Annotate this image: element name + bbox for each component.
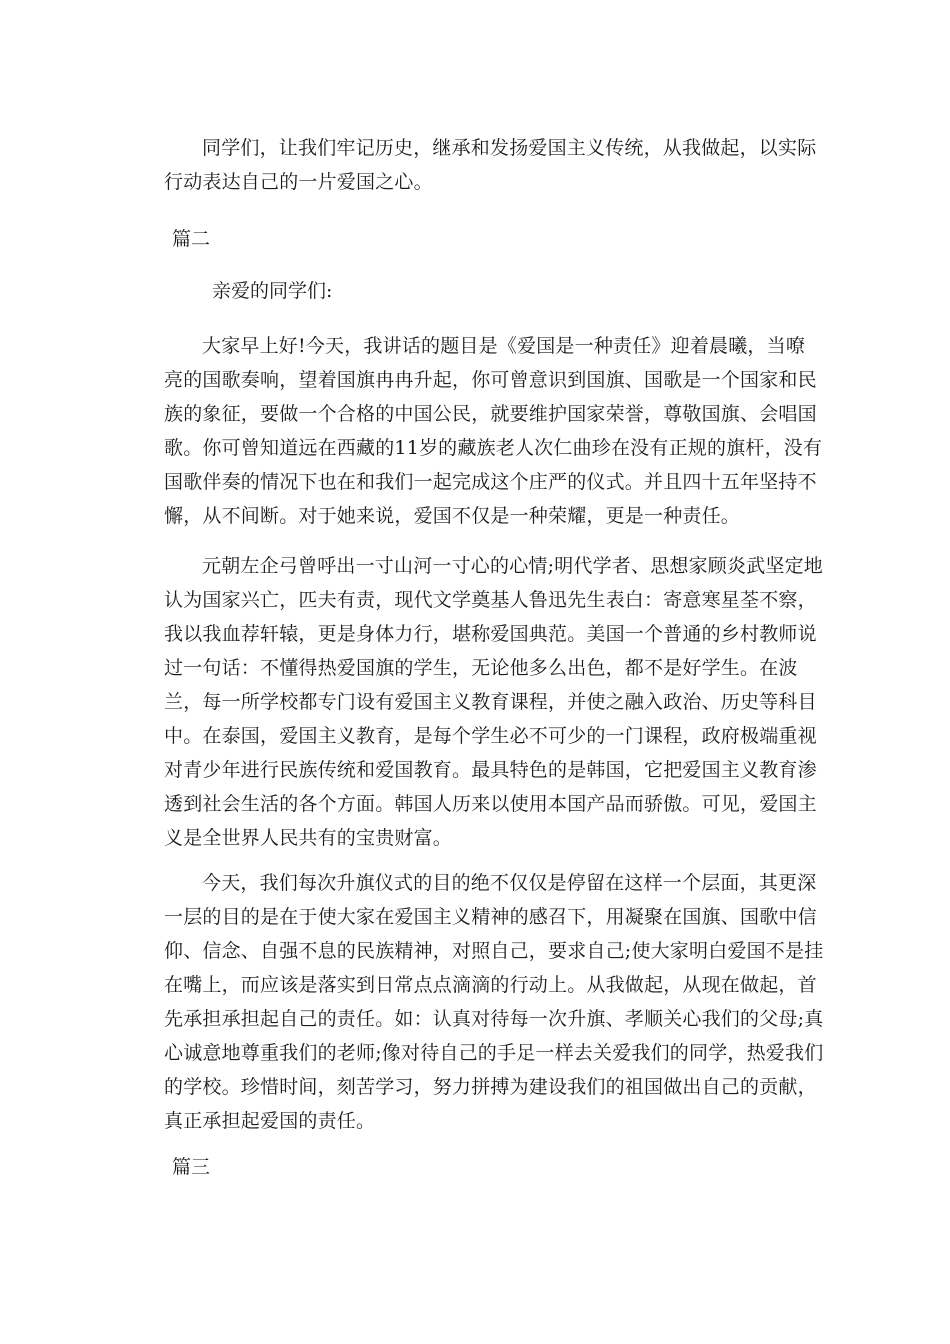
intro-paragraph: 同学们，让我们牢记历史，继承和发扬爱国主义传统，从我做起，以实际行动表达自己的一片爱国之心。 (164, 137, 817, 193)
body-paragraph-1: 大家早上好!今天，我讲话的题目是《爱国是一种责任》迎着晨曦，当嘹亮的国歌奏响，望着国旗冉冉升起，你可曾意识到国旗、国歌是一个国家和民族的象征，要做一个合格的中国公民，就要维护国家荣誉，尊敬国旗、会唱国歌。你可曾知道远在西藏的11岁的藏族老人次仁曲珍在没有正规的旗杆，没有国歌伴奏的情况下也在和我们一起完成这个庄严的仪式。并且四十五年坚持不懈，从不间断。对于她来说，爱国不仅是一种荣耀，更是一种责任。 (164, 335, 823, 527)
body-paragraph-2: 元朝左企弓曾呼出一寸山河一寸心的心情;明代学者、思想家顾炎武坚定地认为国家兴亡，匹夫有责，现代文学奠基人鲁迅先生表白：寄意寒星荃不察，我以我血荐轩辕，更是身体力行，堪称爱国典范。美国一个普通的乡村教师说过一句话：不懂得热爱国旗的学生，无论他多么出色，都不是好学生。在波兰，每一所学校都专门设有爱国主义教育课程，并使之融入政治、历史等科目中。在泰国，爱国主义教育，是每个学生必不可少的一门课程，政府极端重视对青少年进行民族传统和爱国教育。最具特色的是韩国，它把爱国主义教育渗透到社会生活的各个方面。韩国人历来以使用本国产品而骄傲。可见，爱国主义是全世界人民共有的宝贵财富。 (164, 555, 824, 849)
salutation: 亲爱的同学们: (212, 280, 333, 302)
body-paragraph-3: 今天，我们每次升旗仪式的目的绝不仅仅是停留在这样一个层面，其更深一层的目的是在于使大家在爱国主义精神的感召下，用凝聚在国旗、国歌中信仰、信念、自强不息的民族精神，对照自己，要求自己;使大家明白爱国不是挂在嘴上，而应该是落实到日常点点滴滴的行动上。从我做起，从现在做起，首先承担承担起自己的责任。如：认真对待每一次升旗、孝顺关心我们的父母;真心诚意地尊重我们的老师;像对待自己的手足一样去关爱我们的同学，热爱我们的学校。珍惜时间，刻苦学习，努力拼搏为建设我们的祖国做出自己的贡献，真正承担起爱国的责任。 (164, 872, 824, 1132)
section-heading-3: 篇三 (172, 1156, 211, 1178)
section-heading-2: 篇二 (172, 228, 211, 250)
